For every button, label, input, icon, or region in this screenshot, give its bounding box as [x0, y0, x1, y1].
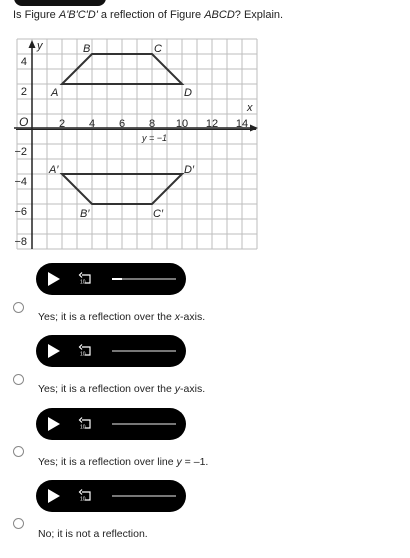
y-tick-label: 2: [20, 86, 27, 98]
x-tick-label: 12: [205, 118, 219, 130]
play-button[interactable]: [48, 344, 60, 358]
rewind-icon[interactable]: [78, 343, 94, 359]
option-2-text-after: -axis.: [180, 383, 206, 395]
point-label-b: B: [83, 43, 91, 55]
rewind-icon[interactable]: [78, 416, 94, 432]
option-4-text[interactable]: [38, 528, 148, 540]
question-prefix: Is Figure: [13, 9, 59, 21]
audio-player-3: [36, 408, 186, 440]
x-tick-label: 10: [175, 118, 189, 130]
x-tick-label: 6: [118, 118, 126, 130]
progress-bar[interactable]: [112, 423, 176, 425]
rewind-label: 10: [80, 279, 86, 286]
option-4-text-before: No; it is not a reflection.: [38, 528, 148, 540]
question-text: [13, 9, 283, 21]
option-2-text[interactable]: [38, 383, 205, 395]
point-label-c: C: [154, 43, 162, 55]
progress-bar[interactable]: [112, 350, 176, 352]
point-label-b-prime: B′: [80, 208, 90, 220]
audio-player-1: [36, 263, 186, 295]
top-audio-player-edge[interactable]: [14, 0, 106, 6]
point-label-c-prime: C′: [153, 208, 164, 220]
y-tick-label: −8: [14, 236, 27, 248]
y-tick-label: −2: [14, 146, 27, 158]
play-button[interactable]: [48, 272, 60, 286]
progress-bar[interactable]: [112, 278, 176, 280]
option-1-text-after: -axis.: [180, 311, 206, 323]
option-1-text[interactable]: [38, 311, 205, 323]
y-axis-arrow: [29, 40, 36, 48]
option-2-text-em: y: [174, 383, 181, 395]
rewind-label: 10: [80, 351, 86, 358]
option-4-radio[interactable]: [13, 518, 24, 529]
point-label-d-prime: D′: [184, 164, 195, 176]
option-2-text-before: Yes; it is a reflection over the: [38, 383, 175, 395]
y-tick-label: 4: [20, 56, 27, 68]
option-2-radio[interactable]: [13, 374, 24, 385]
point-label-a: A: [51, 87, 59, 99]
question-middle: a reflection of Figure: [97, 9, 205, 21]
question-figure: ABCD: [204, 9, 235, 21]
point-label-d: D: [184, 87, 192, 99]
question-figure-prime: A'B'C'D': [58, 9, 98, 21]
rewind-icon[interactable]: [78, 271, 94, 287]
option-3-text-before: Yes; it is a reflection over line: [38, 456, 177, 468]
question-suffix: ? Explain.: [234, 9, 284, 21]
y-tick-label: −6: [14, 206, 27, 218]
x-axis-label: x: [247, 102, 253, 114]
option-3-text-after: = –1.: [181, 456, 209, 468]
x-tick-label: 4: [88, 118, 96, 130]
y-axis-label: y: [37, 40, 43, 52]
point-label-a-prime: A′: [49, 164, 59, 176]
origin-label: O: [19, 115, 29, 129]
coordinate-graph: [0, 34, 262, 252]
option-3-text[interactable]: [38, 456, 208, 468]
option-3-text-em: y: [176, 456, 182, 468]
x-tick-label: 2: [58, 118, 66, 130]
option-1-radio[interactable]: [13, 302, 24, 313]
option-1-text-em: x: [174, 311, 181, 323]
audio-player-4: [36, 480, 186, 512]
progress-fill: [112, 278, 122, 280]
line-label: y = −1: [142, 133, 168, 143]
progress-bar[interactable]: [112, 495, 176, 497]
option-1-text-before: Yes; it is a reflection over the: [38, 311, 175, 323]
play-button[interactable]: [48, 417, 60, 431]
x-tick-label: 14: [235, 118, 249, 130]
x-tick-label: 8: [148, 118, 156, 130]
rewind-label: 10: [80, 424, 86, 431]
option-3-radio[interactable]: [13, 446, 24, 457]
grid: [17, 39, 257, 249]
audio-player-2: [36, 335, 186, 367]
y-tick-label: −4: [14, 176, 27, 188]
play-button[interactable]: [48, 489, 60, 503]
rewind-label: 10: [80, 496, 86, 503]
rewind-icon[interactable]: [78, 488, 94, 504]
